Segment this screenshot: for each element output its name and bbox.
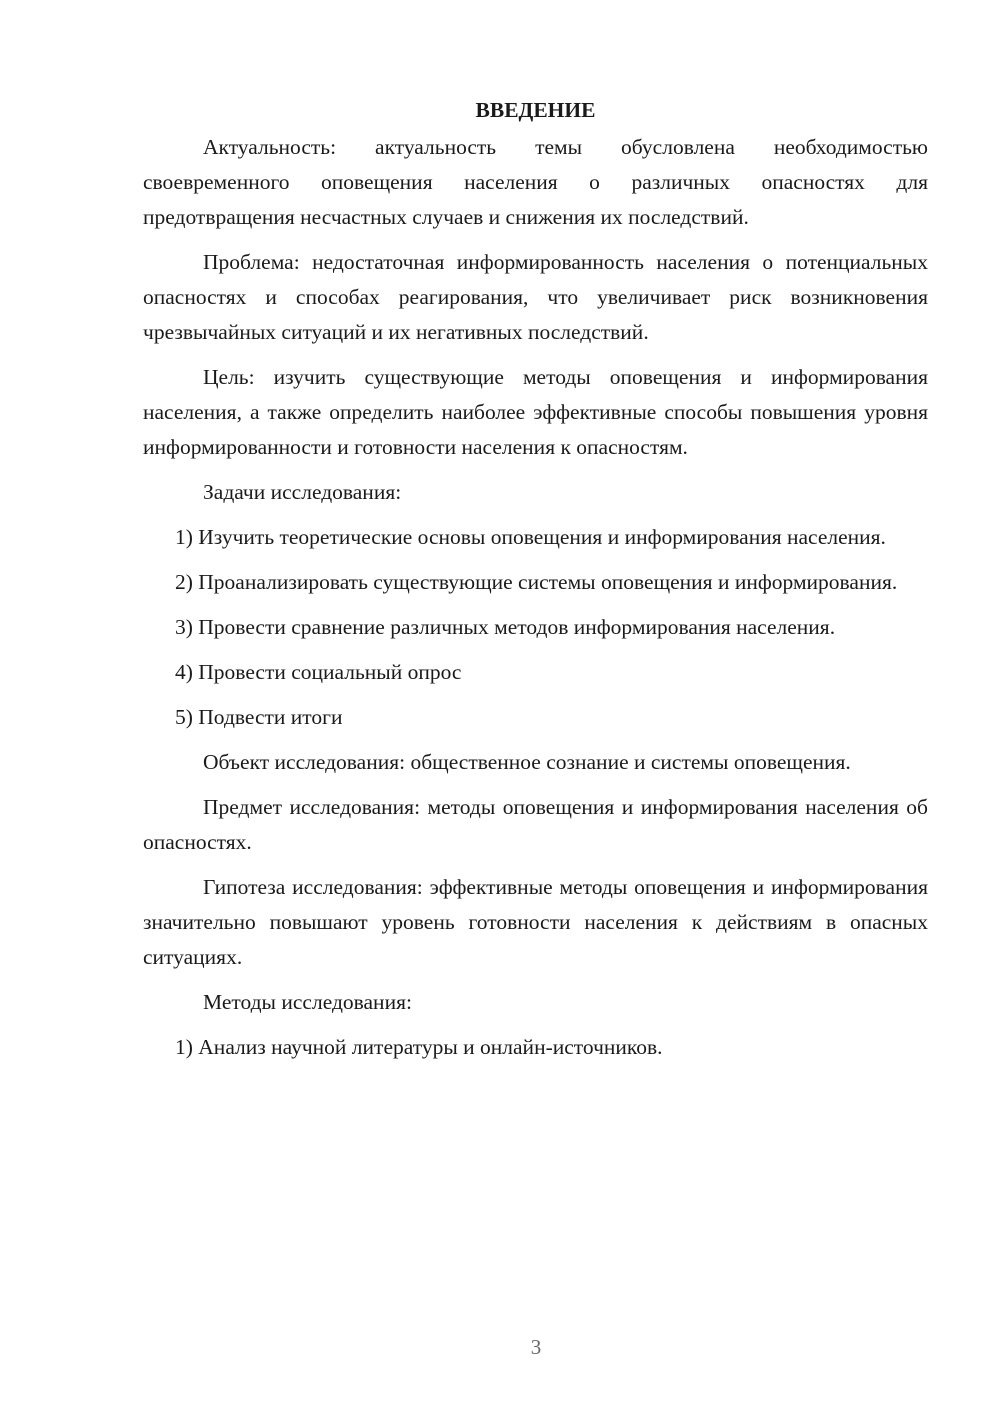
task-item-4: 4) Провести социальный опрос [175,660,462,684]
paragraph-tasks-title: Задачи исследования: [203,480,402,504]
page-number: 3 [530,1335,542,1359]
document-page [143,92,928,1075]
paragraph-methods-title: Методы исследования: [203,990,412,1014]
section-heading: ВВЕДЕНИЕ [475,98,596,122]
paragraph-object: Объект исследования: общественное сознание и системы оповещения. [203,750,851,774]
paragraph-goal: Цель: изучить существующие методы оповещения и информирования населения, а также определить наиболее эффективные способы повышения уровня информированности и готовности населения к опасностям. [143,365,928,459]
paragraph-hypothesis: Гипотеза исследования: эффективные методы оповещения и информирования значительно повышают уровень готовности населения к действиям в опасных ситуациях. [143,875,928,969]
method-item-1: 1) Анализ научной литературы и онлайн-источников. [175,1035,663,1059]
paragraph-subject: Предмет исследования: методы оповещения и информирования населения об опасностях. [143,795,928,854]
task-item-5: 5) Подвести итоги [175,705,343,729]
task-item-2: 2) Проанализировать существующие системы оповещения и информирования. [175,570,898,594]
paragraph-relevance: Актуальность: актуальность темы обусловлена необходимостью своевременного оповещения населения о различных опасностях для предотвращения несчастных случаев и снижения их последствий. [143,135,928,229]
task-item-1: 1) Изучить теоретические основы оповещения и информирования населения. [175,525,886,549]
task-item-3: 3) Провести сравнение различных методов информирования населения. [175,615,836,639]
paragraph-problem: Проблема: недостаточная информированность населения о потенциальных опасностях и способах реагирования, что увеличивает риск возникновения чрезвычайных ситуаций и их негативных последствий. [143,250,928,344]
